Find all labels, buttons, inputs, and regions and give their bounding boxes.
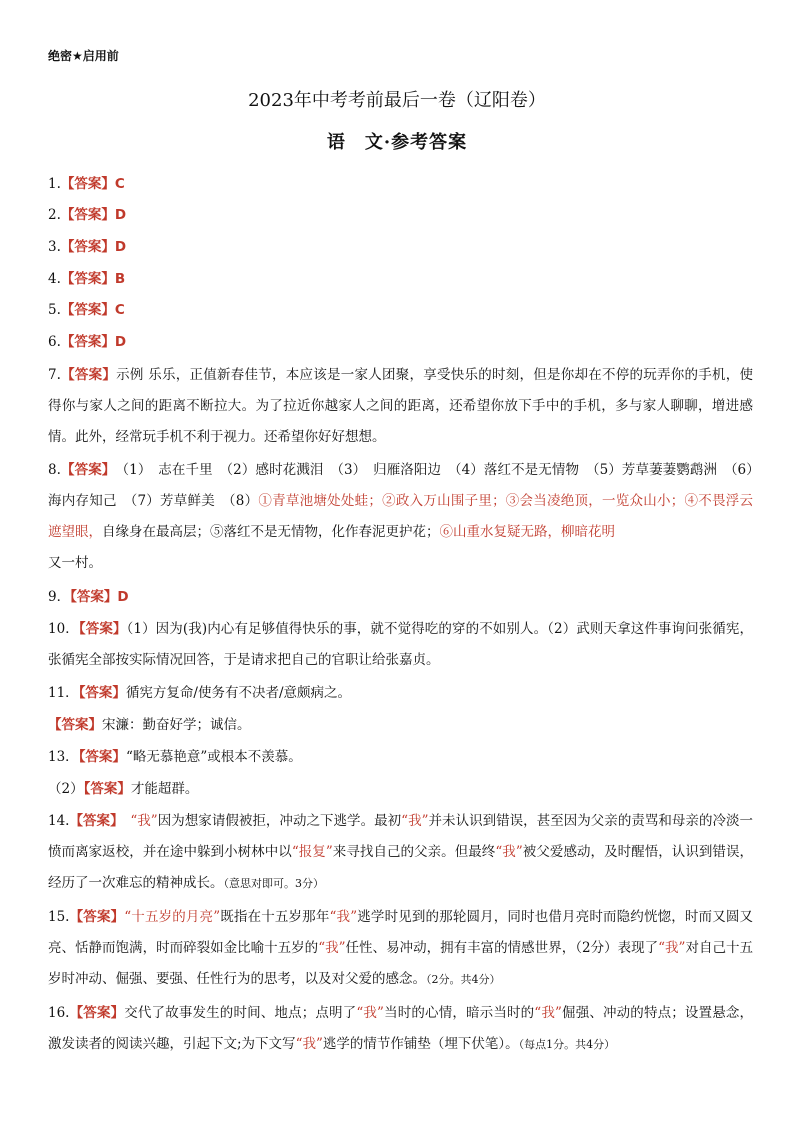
answer-text: 循宪方复命/使务有不决者/意颇病之。 <box>125 685 352 701</box>
answer-text: 当时的心情，暗示当时的 <box>383 1005 535 1021</box>
answer-4 <box>48 264 753 295</box>
question-number: 5. <box>48 302 61 318</box>
answer-value: B <box>114 271 126 287</box>
answer-text: 任性、易冲动，拥有丰富的情感世界， <box>345 940 576 956</box>
answer-text: 才能超群。 <box>130 781 199 797</box>
answer-text-red: ⑥山重水复疑无路，柳暗花明 <box>439 524 615 540</box>
page-subtitle: 语 文·参考答案 <box>326 132 468 153</box>
question-number: 7. <box>48 367 61 383</box>
page-title: 2023年中考考前最后一卷（辽阳卷） <box>248 90 546 111</box>
quote-red: “我” <box>295 1036 323 1052</box>
answer-tag: 【答案】 <box>60 176 115 192</box>
answer-text: “略无慕艳意”或根本不羡慕。 <box>125 749 302 765</box>
answer-text: 宋濂：勤奋好学；诚信。 <box>102 717 251 733</box>
question-number: 9． <box>48 589 71 605</box>
quote-red: “十五岁的月亮” <box>124 909 221 925</box>
question-number: 1. <box>48 176 61 192</box>
score-note: （每点1分。共4分） <box>518 1038 616 1051</box>
answer-tag: 【答案】 <box>78 685 126 701</box>
answer-12 <box>48 710 753 741</box>
answer-15 <box>48 902 753 995</box>
answer-2 <box>48 200 753 231</box>
question-number: 10． <box>48 621 79 637</box>
answer-value: D <box>114 334 127 350</box>
answer-tag: 【答案】 <box>69 813 117 829</box>
answer-3 <box>48 232 753 263</box>
question-number: 3. <box>48 239 61 255</box>
question-number: （2） <box>48 781 84 797</box>
answer-tag: 【答案】 <box>70 589 118 605</box>
answer-tag: 【答案】 <box>83 781 131 797</box>
quote-red: “我” <box>658 940 686 956</box>
answer-text: 逃学的情节作铺垫（埋下伏笔）。 <box>322 1036 519 1052</box>
answer-tag: 【答案】 <box>60 367 117 383</box>
answer-11 <box>48 678 753 709</box>
answer-value: C <box>114 302 125 318</box>
question-number: 8. <box>48 462 61 478</box>
answer-text: 示例 乐乐，正值新春佳节，本应该是一家人团聚，享受快乐的时刻，但是你却在不停的玩弄你的手机，使得你与家人之间的距离不断拉大。为了拉近你越家人之间的距离，还希望你放下手中的手机，多与家人聊聊，增进感情。此外，经常玩手机不利于视力。还希望你好好想想。 <box>48 367 754 445</box>
answer-6 <box>48 327 753 358</box>
score-note: （2分） <box>575 940 618 956</box>
answer-14 <box>48 806 753 899</box>
answer-text: 因为想家请假被拒，冲动之下逃学。最初 <box>157 813 402 829</box>
quote-red: “我” <box>116 813 158 829</box>
answer-13-part-2 <box>48 774 753 805</box>
question-number: 14. <box>48 813 70 829</box>
answer-16 <box>48 998 753 1060</box>
answer-tag: 【答案】 <box>78 749 126 765</box>
question-number: 6. <box>48 334 61 350</box>
answer-value: D <box>114 239 127 255</box>
answer-tag: 【答案】 <box>48 717 102 733</box>
question-number: 15. <box>48 909 70 925</box>
question-number: 11． <box>48 685 79 701</box>
question-number: 16. <box>48 1005 70 1021</box>
answer-text: 又一村。 <box>48 555 102 571</box>
quote-red: “我” <box>329 909 358 925</box>
quote-red: “我” <box>401 813 429 829</box>
answer-10 <box>48 614 753 676</box>
answer-8 <box>48 455 753 579</box>
answer-text: 对自己十五岁时冲动、倔强、要强、任性行为的思考，以及对父爱的感念。 <box>48 940 754 987</box>
answer-tag: 【答案】 <box>60 302 115 318</box>
answer-tag: 【答案】 <box>60 207 115 223</box>
quote-red: “我” <box>356 1005 384 1021</box>
answer-value: D <box>114 207 127 223</box>
score-note: （2分。共4分） <box>426 973 501 986</box>
answer-1 <box>48 169 753 200</box>
score-note: （意思对即可。3分） <box>223 877 324 890</box>
answer-text: 自缘身在最高层；⑤落红不是无情物，化作春泥更护花； <box>102 524 440 540</box>
answer-text: 并未认识到错误，甚至因为父亲的责骂和母亲的冷淡一愤而离家返校，并在途中躲到小树林中以 <box>48 813 754 860</box>
answer-text: （1）因为(我)内心有足够值得快乐的事，就不觉得吃的穿的不如别人。（2）武则天拿这件事询问张循宪，张循宪全部按实际情况回答，于是请求把自己的官职让给张嘉贞。 <box>48 621 754 668</box>
answer-text: 倔强、冲动的特点；设置悬念，激发读者的阅读兴趣，引起下文;为下文写 <box>48 1005 754 1052</box>
answer-tag: 【答案】 <box>60 239 115 255</box>
answer-7 <box>48 360 753 453</box>
answer-13 <box>48 742 753 773</box>
quote-red: “我” <box>495 844 523 860</box>
answer-tag: 【答案】 <box>60 271 115 287</box>
answer-value: D <box>117 589 129 605</box>
answer-text: 被父爱感动，及时醒悟，认识到错误，经历了一次难忘的精神成长。 <box>48 844 754 891</box>
question-number: 4. <box>48 271 61 287</box>
answer-tag: 【答案】 <box>60 462 109 478</box>
answer-text-red: ①青草池塘处处蛙；②政入万山围子里；③会当凌绝顶，一览众山小；④不畏浮云遮望眼， <box>48 493 753 540</box>
answer-tag: 【答案】 <box>78 621 127 637</box>
answer-tag: 【答案】 <box>69 909 125 925</box>
answer-9 <box>48 582 753 613</box>
quote-red: “我” <box>318 940 346 956</box>
question-number: 2. <box>48 207 61 223</box>
answer-tag: 【答案】 <box>69 1005 125 1021</box>
answer-tag: 【答案】 <box>60 334 115 350</box>
quote-red: “报复” <box>291 844 333 860</box>
answer-text: 交代了故事发生的时间、地点；点明了 <box>124 1005 357 1021</box>
answer-5 <box>48 295 753 326</box>
answer-text: 表现了 <box>617 940 659 956</box>
confidential-label: 绝密★启用前 <box>48 49 119 63</box>
answer-value: C <box>114 176 125 192</box>
answer-text: 来寻找自己的父亲。但最终 <box>332 844 496 860</box>
question-number: 13． <box>48 749 79 765</box>
answer-text: 既指在十五岁那年 <box>220 909 330 925</box>
quote-red: “我” <box>534 1005 562 1021</box>
answer-text: 逃学时见到的那轮圆月，同时也借月亮时而隐约恍惚，时而又圆又亮、恬静而饱满，时而碎裂如金比喻十五岁的 <box>48 909 754 956</box>
answer-text: （1） 志在千里 （2）感时花溅泪 （3） 归雁洛阳边 （4）落红不是无情物 （5）芳草萋萋鹦鹉洲 （6）海内存知己 （7）芳草鲜美 （8） <box>48 462 753 509</box>
